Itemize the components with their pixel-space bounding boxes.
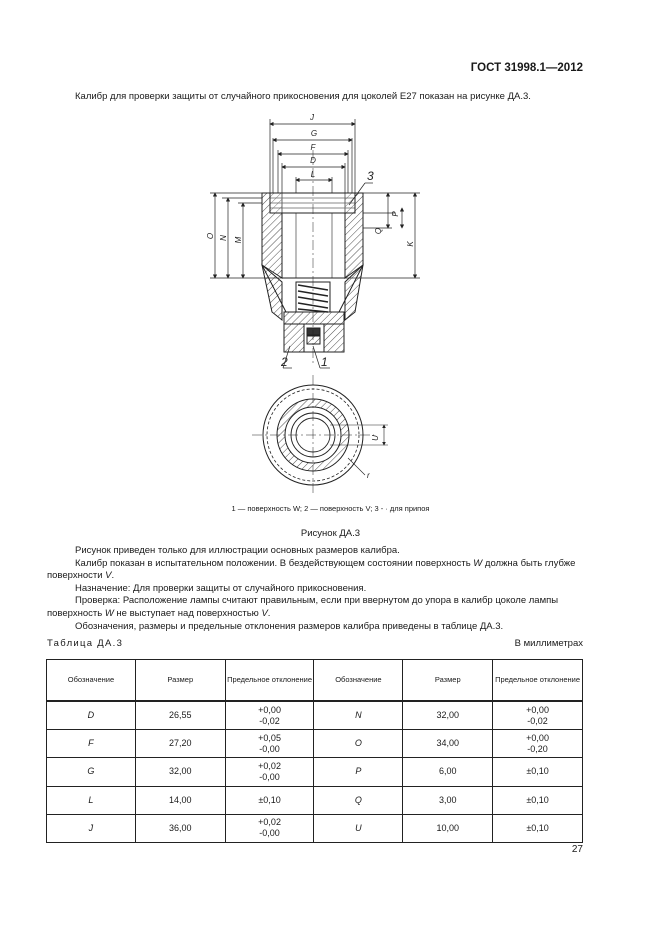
gauge-drawing [150, 110, 450, 510]
header-deviation: Предельное отклонение [493, 660, 583, 702]
dim-label-d: D [310, 156, 316, 165]
cell-deviation: +0,00 -0,02 [225, 701, 314, 730]
cell-size: 27,20 [135, 730, 225, 758]
page-number: 27 [571, 844, 583, 855]
cell-designation: G [47, 758, 136, 786]
callout-2: 2 [281, 355, 288, 369]
table-row [47, 730, 583, 758]
cell-size: 34,00 [403, 730, 493, 758]
callout-1: 1 [321, 355, 328, 369]
cell-deviation: ±0,10 [493, 786, 583, 814]
dim-label-g: G [310, 129, 318, 138]
cell-designation: J [47, 814, 136, 842]
standard-number: ГОСТ 31998.1—2012 [470, 62, 583, 74]
cell-size: 6,00 [403, 758, 493, 786]
cell-designation: L [47, 786, 136, 814]
cell-designation: D [47, 701, 136, 730]
dimensions-table [46, 659, 583, 843]
cell-size: 36,00 [135, 814, 225, 842]
dim-label-n: N [219, 235, 228, 241]
dim-label-l: L [310, 170, 316, 179]
intro-text: Калибр для проверки защиты от случайного прикосновения для цоколей E27 показан на рисунке ДА.3. [75, 91, 531, 102]
cell-size: 26,55 [135, 701, 225, 730]
header-designation: Обозначение [47, 660, 136, 702]
cell-size: 14,00 [135, 786, 225, 814]
header-size: Размер [403, 660, 493, 702]
cell-deviation: ±0,10 [493, 758, 583, 786]
table-header-row [47, 660, 583, 702]
header-size: Размер [135, 660, 225, 702]
cell-size: 10,00 [403, 814, 493, 842]
table-row [47, 701, 583, 730]
table-units: В миллиметрах [514, 638, 583, 649]
cell-designation: U [314, 814, 403, 842]
header-designation: Обозначение [314, 660, 403, 702]
cell-deviation: ±0,10 [225, 786, 314, 814]
cell-size: 32,00 [135, 758, 225, 786]
cell-size: 32,00 [403, 701, 493, 730]
cell-designation: Q [314, 786, 403, 814]
figure-legend: 1 — поверхность W; 2 — поверхность V; 3 - · для припоя [231, 504, 430, 513]
dim-label-q: Q [374, 227, 383, 235]
dim-label-r: r [367, 471, 370, 480]
body-text [47, 545, 583, 633]
dim-label-p: P [391, 211, 400, 217]
paragraph-3: Назначение: Для проверки защиты от случайного прикосновения. [75, 582, 367, 594]
paragraph-2: Калибр показан в испытательном положении. В бездействующем состоянии поверхность W должна быть глубже поверхности V. [47, 557, 576, 582]
gauge-section-view [262, 193, 363, 352]
cell-designation: F [47, 730, 136, 758]
table-row [47, 786, 583, 814]
table-row [47, 814, 583, 842]
paragraph-5: Обозначения, размеры и предельные отклонения размеров калибра приведены в таблице ДА.3. [75, 620, 504, 632]
cell-deviation: +0,00 -0,20 [493, 730, 583, 758]
dim-label-m: M [234, 236, 243, 244]
callout-3: 3 [367, 169, 374, 183]
cell-deviation: +0,00 -0,02 [493, 701, 583, 730]
dim-label-u: U [371, 435, 380, 441]
cell-designation: N [314, 701, 403, 730]
paragraph-4: Проверка: Расположение лампы считают правильным, если при ввернутом до упора в калибр цоколе лампы поверхность W не выступает над поверхностью V. [47, 595, 559, 619]
table-row [47, 758, 583, 786]
cell-designation: P [314, 758, 403, 786]
cell-deviation: +0,02 -0,00 [225, 814, 314, 842]
cell-size: 3,00 [403, 786, 493, 814]
dim-label-k: K [406, 241, 415, 247]
dim-label-o: O [206, 232, 215, 240]
figure-title: Рисунок ДА.3 [300, 528, 361, 539]
dim-label-f: F [310, 143, 316, 152]
cell-deviation: ±0,10 [493, 814, 583, 842]
table-caption: Таблица ДА.3 [47, 638, 124, 649]
cell-deviation: +0,05 -0,00 [225, 730, 314, 758]
header-deviation: Предельное отклонение [225, 660, 314, 702]
dim-label-j: J [310, 113, 314, 122]
cell-designation: O [314, 730, 403, 758]
cell-deviation: +0,02 -0,00 [225, 758, 314, 786]
paragraph-1: Рисунок приведен только для иллюстрации основных размеров калибра. [75, 545, 400, 556]
